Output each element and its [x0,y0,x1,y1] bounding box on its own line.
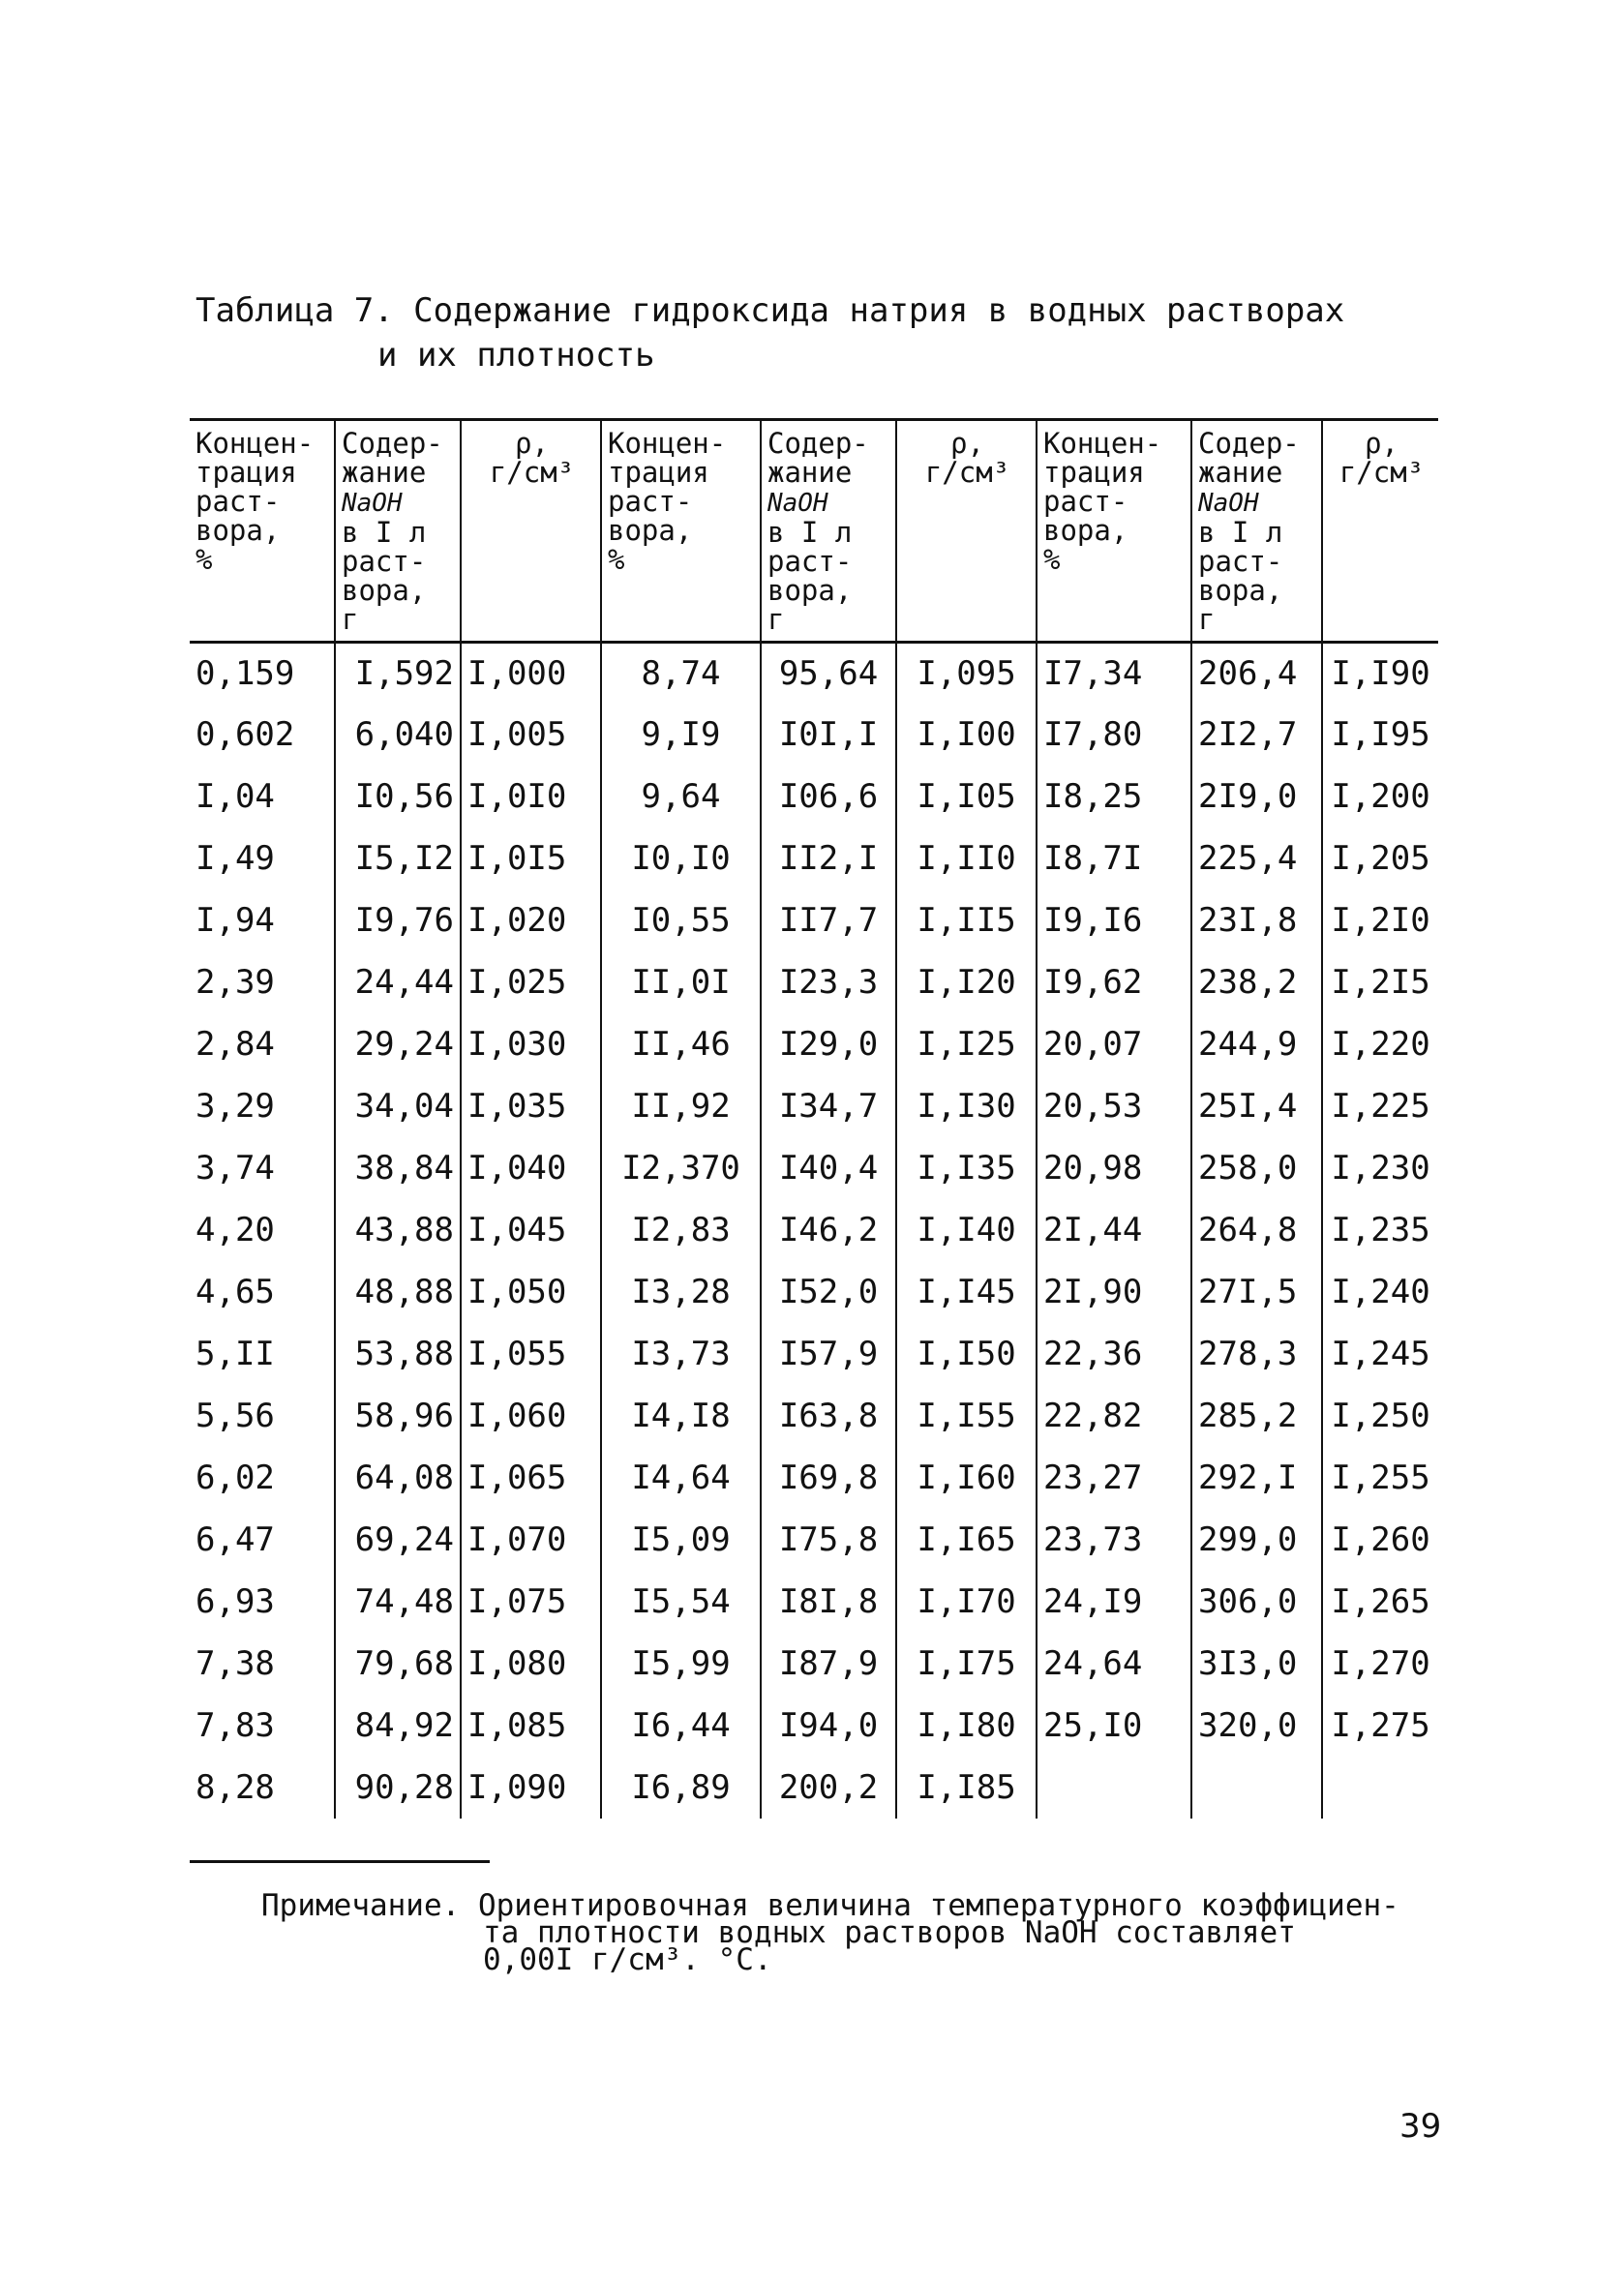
table-cell: I,I35 [896,1137,1037,1199]
footnote-line-1: Примечание. Ориентировочная величина температурного коэффициен- [261,1888,1399,1923]
table-cell: I,I60 [896,1447,1037,1509]
table-cell: 8,74 [601,642,761,704]
header-concentration-text [195,427,314,576]
table-cell: I,275 [1322,1695,1438,1757]
header-line: трация [195,456,297,489]
table-cell: II2,I [761,827,896,889]
header-line: г [767,603,785,636]
table-cell: I,040 [461,1137,601,1199]
table-cell: I,I70 [896,1571,1037,1633]
header-line: Содер- [1198,427,1300,460]
table-cell: 43,88 [335,1199,461,1261]
table-row [190,1323,1438,1385]
header-line: г [342,603,359,636]
table-cell: 2I9,0 [1191,766,1322,827]
naoh-formula: NaOH [767,489,828,518]
table-cell: I,255 [1322,1447,1438,1509]
table-cell: 5,56 [195,1397,275,1435]
header-concentration-text [1043,427,1161,576]
table-cell: I2,370 [601,1137,761,1199]
table-cell [1322,1757,1438,1819]
table-cell: 264,8 [1191,1199,1322,1261]
header-line: раст- [767,545,853,578]
header-line: г/см³ [924,456,1010,489]
table-cell: 3,29 [195,1087,275,1126]
table-cell: I,245 [1322,1323,1438,1385]
table-cell: I,265 [1322,1571,1438,1633]
header-concentration-text [608,427,726,576]
table-cell: I,I75 [896,1633,1037,1695]
table-cell: 20,53 [1037,1075,1191,1137]
table-cell: I0,56 [335,766,461,827]
table-cell: 23,73 [1037,1509,1191,1571]
table-row [190,951,1438,1013]
table-cell [1191,1757,1322,1819]
table-cell: I,240 [1322,1261,1438,1323]
header-density-text [490,427,574,489]
table-cell: 225,4 [1191,827,1322,889]
table-cell: 74,48 [335,1571,461,1633]
table-cell: 58,96 [335,1385,461,1447]
table-cell: I,085 [461,1695,601,1757]
table-cell: I,94 [195,901,275,940]
table-cell: I9,I6 [1037,889,1191,951]
table-cell: 9,I9 [601,704,761,766]
table-cell: I34,7 [761,1075,896,1137]
table-row [190,1757,1438,1819]
table-cell: I69,8 [761,1447,896,1509]
table-cell: I23,3 [761,951,896,1013]
table-cell: I,095 [896,642,1037,704]
table-cell: I,592 [335,642,461,704]
table-cell: I63,8 [761,1385,896,1447]
table-cell: I,075 [461,1571,601,1633]
table-cell: I,I00 [896,704,1037,766]
table-cell: 69,24 [335,1509,461,1571]
header-line: г [1198,603,1216,636]
header-density-text [1339,427,1424,489]
header-line: в I л [767,516,853,549]
table-row [190,889,1438,951]
header-line: раст- [195,485,281,518]
header-line: вора, [195,514,281,547]
table-cell: 5,II [195,1335,275,1373]
footnote-rule [190,1860,490,1863]
table-cell: I,235 [1322,1199,1438,1261]
header-line: в I л [342,516,427,549]
table-row [190,1013,1438,1075]
header-line: вора, [608,514,693,547]
table-cell: 2,84 [195,1025,275,1064]
table-title-line-2: и их плотность [377,336,655,375]
table-cell: I,045 [461,1199,601,1261]
table-cell: II,92 [601,1075,761,1137]
table-row [190,1075,1438,1137]
table-cell: 6,93 [195,1582,275,1621]
table-cell: I6,44 [601,1695,761,1757]
table-cell: I40,4 [761,1137,896,1199]
table-cell: 64,08 [335,1447,461,1509]
header-line: вора, [767,574,853,607]
header-line: % [1043,543,1061,576]
table-title [195,288,1344,377]
table-cell: 6,02 [195,1459,275,1497]
table-cell: I,04 [195,777,275,816]
table-cell: I,260 [1322,1509,1438,1571]
header-line: % [608,543,625,576]
table-cell: I,230 [1322,1137,1438,1199]
table-cell: 38,84 [335,1137,461,1199]
table-cell: I,I30 [896,1075,1037,1137]
table-cell: I2,83 [601,1199,761,1261]
table-cell: 7,83 [195,1706,275,1745]
table-cell: II,46 [601,1013,761,1075]
table-cell: 29,24 [335,1013,461,1075]
footnote-line-3: 0,00I г/см³. °С. [483,1942,772,1977]
table-cell: I,0I5 [461,827,601,889]
table-cell: I,I85 [896,1757,1037,1819]
table-cell: I,225 [1322,1075,1438,1137]
header-line: жание [767,456,853,489]
header-concentration [1037,421,1191,642]
table-cell: I,49 [195,839,275,878]
header-line: ρ, [1365,427,1398,460]
table-cell: 206,4 [1191,642,1322,704]
table-cell: I,220 [1322,1013,1438,1075]
table-cell: 23,27 [1037,1447,1191,1509]
table-cell: 6,47 [195,1520,275,1559]
table-cell: I8I,8 [761,1571,896,1633]
header-content-text [767,427,869,636]
table-cell: I7,80 [1037,704,1191,766]
header-line: Концен- [1043,427,1162,460]
table-cell: 34,04 [335,1075,461,1137]
table-cell: I,200 [1322,766,1438,827]
table-cell: 238,2 [1191,951,1322,1013]
naoh-formula: NaOH [1198,489,1259,518]
header-line: Концен- [608,427,727,460]
table-row [190,766,1438,827]
naoh-formula: NaOH [342,489,403,518]
table-cell: 0,159 [195,653,295,693]
table-cell: 2I,44 [1037,1199,1191,1261]
table-cell: I,030 [461,1013,601,1075]
table-cell: 79,68 [335,1633,461,1695]
header-line: трация [608,456,709,489]
header-density [896,421,1037,642]
table-cell: I,II5 [896,889,1037,951]
table-cell: I,0I0 [461,766,601,827]
table-cell: II7,7 [761,889,896,951]
header-content [761,421,896,642]
table-cell: 8,28 [195,1768,275,1807]
table-cell: I,I45 [896,1261,1037,1323]
table-body [190,642,1438,1819]
table-cell: 95,64 [761,642,896,704]
table-cell: I9,76 [335,889,461,951]
table-cell: I,080 [461,1633,601,1695]
table-cell: I,090 [461,1757,601,1819]
table-cell: I5,09 [601,1509,761,1571]
table-cell: 7,38 [195,1644,275,1683]
table-cell: 20,98 [1037,1137,1191,1199]
header-line: вора, [1198,574,1283,607]
table-cell: I6,89 [601,1757,761,1819]
table-cell: I,050 [461,1261,601,1323]
table-cell: I,II0 [896,827,1037,889]
table-cell: 244,9 [1191,1013,1322,1075]
table-row [190,1509,1438,1571]
table-cell: 9,64 [601,766,761,827]
header-line: вора, [1043,514,1128,547]
table-cell: I,065 [461,1447,601,1509]
table-header-row [190,421,1438,642]
table-cell: 24,44 [335,951,461,1013]
table-cell: I,I65 [896,1509,1037,1571]
table-cell: I,I95 [1322,704,1438,766]
header-line: Концен- [195,427,315,460]
header-line: трация [1043,456,1145,489]
table-cell: 20,07 [1037,1013,1191,1075]
table-cell: 4,20 [195,1211,275,1249]
header-content [1191,421,1322,642]
header-line: раст- [1198,545,1283,578]
header-line: ρ, [950,427,984,460]
header-line: ρ, [515,427,549,460]
table-cell: 24,64 [1037,1633,1191,1695]
table-row [190,1137,1438,1199]
page-number: 39 [1399,2107,1442,2146]
table-cell: I3,28 [601,1261,761,1323]
header-density-text [925,427,1009,489]
table-row [190,1385,1438,1447]
table-cell: I,205 [1322,827,1438,889]
table-cell: I9,62 [1037,951,1191,1013]
header-line: г/см³ [489,456,575,489]
header-line: раст- [608,485,693,518]
table-cell: 258,0 [1191,1137,1322,1199]
header-line: раст- [342,545,427,578]
table-row [190,827,1438,889]
table-cell: I,270 [1322,1633,1438,1695]
table-cell: I52,0 [761,1261,896,1323]
header-line: в I л [1198,516,1283,549]
table-cell: I,020 [461,889,601,951]
table-cell: I8,7I [1037,827,1191,889]
footnote-line-2: та плотности водных растворов NaOH составляет [483,1915,1296,1950]
header-concentration [601,421,761,642]
table-row [190,1695,1438,1757]
table-cell: 90,28 [335,1757,461,1819]
table-cell: 200,2 [761,1757,896,1819]
header-content [335,421,461,642]
table-cell: I,I55 [896,1385,1037,1447]
table-cell: I,I40 [896,1199,1037,1261]
table-cell: I,000 [461,642,601,704]
table-cell: 2,39 [195,963,275,1002]
header-line: Содер- [767,427,869,460]
header-density [461,421,601,642]
table-cell: I8,25 [1037,766,1191,827]
table-cell: I29,0 [761,1013,896,1075]
table-cell: I5,54 [601,1571,761,1633]
table-cell: 6,040 [335,704,461,766]
table-cell: I,I20 [896,951,1037,1013]
table-cell: I,I25 [896,1013,1037,1075]
header-line: Содер- [342,427,443,460]
table-cell: I,070 [461,1509,601,1571]
header-line: вора, [342,574,427,607]
table-cell: I,I50 [896,1323,1037,1385]
table-cell: 4,65 [195,1273,275,1311]
table-cell: I5,99 [601,1633,761,1695]
table-cell: 22,82 [1037,1385,1191,1447]
table-cell: 278,3 [1191,1323,1322,1385]
table-cell: I,055 [461,1323,601,1385]
table-cell: 25,I0 [1037,1695,1191,1757]
table-row [190,1261,1438,1323]
table-cell: 306,0 [1191,1571,1322,1633]
header-content-text [1198,427,1300,636]
table-cell: I87,9 [761,1633,896,1695]
table-cell: I,I05 [896,766,1037,827]
table-cell: I75,8 [761,1509,896,1571]
table-cell: 285,2 [1191,1385,1322,1447]
table-row [190,642,1438,704]
table-row [190,1199,1438,1261]
table-cell: 0,602 [195,715,295,754]
table-row [190,1447,1438,1509]
table-cell: 23I,8 [1191,889,1322,951]
table-cell: I4,I8 [601,1385,761,1447]
table-cell: I,035 [461,1075,601,1137]
table-cell: I4,64 [601,1447,761,1509]
table-cell: I7,34 [1037,642,1191,704]
table-cell: I06,6 [761,766,896,827]
header-line: % [195,543,213,576]
table-cell: 53,88 [335,1323,461,1385]
footnote [261,1888,1399,1977]
table-cell: I,2I0 [1322,889,1438,951]
table-row [190,704,1438,766]
header-line: раст- [1043,485,1128,518]
table-cell: I57,9 [761,1323,896,1385]
table-cell: I3,73 [601,1323,761,1385]
table-cell: I,250 [1322,1385,1438,1447]
header-concentration [190,421,335,642]
table-cell [1037,1757,1191,1819]
naoh-density-table [190,421,1438,1819]
header-line: г/см³ [1338,456,1425,489]
table-cell: I46,2 [761,1199,896,1261]
table-cell: 22,36 [1037,1323,1191,1385]
table-cell: 292,I [1191,1447,1322,1509]
table-cell: I5,I2 [335,827,461,889]
table-row [190,1571,1438,1633]
table-cell: 320,0 [1191,1695,1322,1757]
table-cell: 27I,5 [1191,1261,1322,1323]
table-title-line-1: Таблица 7. Содержание гидроксида натрия в водных растворах [195,291,1345,330]
table-cell: 299,0 [1191,1509,1322,1571]
table-cell: 24,I9 [1037,1571,1191,1633]
header-line: жание [1198,456,1283,489]
header-line: жание [342,456,427,489]
table-cell: I,005 [461,704,601,766]
table-cell: 25I,4 [1191,1075,1322,1137]
table-cell: II,0I [601,951,761,1013]
table-cell: 2I,90 [1037,1261,1191,1323]
table-cell: 3I3,0 [1191,1633,1322,1695]
table-row [190,1633,1438,1695]
table-cell: I,I80 [896,1695,1037,1757]
table-cell: 3,74 [195,1149,275,1188]
header-density [1322,421,1438,642]
table-cell: 84,92 [335,1695,461,1757]
table-cell: 48,88 [335,1261,461,1323]
table-cell: I0,I0 [601,827,761,889]
table-cell: I,060 [461,1385,601,1447]
table-cell: I,I90 [1322,642,1438,704]
table-cell: I,025 [461,951,601,1013]
table-cell: I0,55 [601,889,761,951]
table-cell: I,2I5 [1322,951,1438,1013]
table-cell: I0I,I [761,704,896,766]
header-content-text [342,427,443,636]
table-cell: 2I2,7 [1191,704,1322,766]
table-cell: I94,0 [761,1695,896,1757]
